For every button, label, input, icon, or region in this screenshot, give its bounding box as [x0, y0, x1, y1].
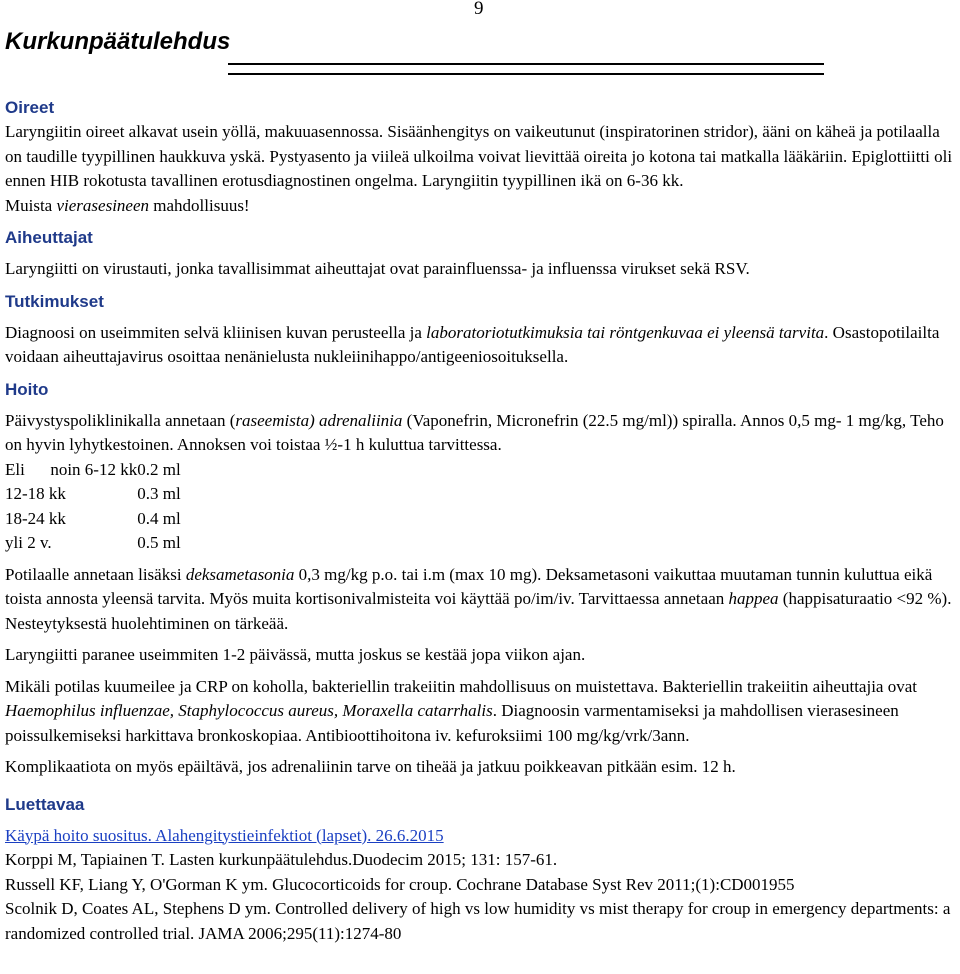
hoito-paragraph: Päivystyspoliklinikalla annetaan (raseemista) adrenaliinia (Vaponefrin, Micronefrin (22.5 mg/ml)) spiralla. Annos 0,5 mg- 1 mg/kg, Teho on hyvin lyhytkestoinen. Annoksen voi toistaa ½-1 h kuluttua tarvittessa. — [5, 410, 944, 454]
reference-link — [5, 824, 955, 849]
page-number: 9 — [474, 0, 484, 19]
dose-amount: 0.3 ml — [137, 484, 181, 503]
reference-item: Korppi M, Tapiainen T. Lasten kurkunpäätulehdus.Duodecim 2015; 131: 157-61. — [5, 850, 558, 869]
tracheitis-paragraph: Mikäli potilas kuumeilee ja CRP on koholla, bakteriellin trakeiitin mahdollisuus on muistettava. Bakteriellin trakeiitin aiheuttajia ovat Haemophilus influenzae, Staphylococcus aureus, Moraxella catarrhalis. Diagnoosin varmentamiseksi ja mahdollisen vierasesineen poissulkemiseksi harkittava bronkoskopiaa. Antibioottihoitona iv. kefuroksiimi 100 mg/kg/vrk/3ann. — [5, 676, 917, 745]
reference-item: Russell KF, Liang Y, O'Gorman K ym. Glucocorticoids for croup. Cochrane Database Syst Rev 2011;(1):CD001955 — [5, 874, 795, 894]
dose-amount: 0.2 ml — [137, 459, 181, 479]
heading-aiheuttajat: Aiheuttajat — [5, 228, 93, 247]
tutkimukset-paragraph: Diagnoosi on useimmiten selvä kliinisen kuvan perusteella ja laboratoriotutkimuksia tai röntgenkuvaa ei yleensä tarvita. Osastopotilailta voidaan aiheuttajavirus osoittaa nenänielusta nukleiinihappo/antigeeniosoituksella. — [5, 322, 940, 366]
recovery-paragraph: Laryngiitti paranee useimmiten 1-2 päivässä, mutta joskus se kestää jopa viikon ajan. — [5, 645, 586, 664]
dose-amount: 0.4 ml — [137, 508, 181, 528]
dose-row — [5, 507, 181, 532]
aiheuttajat-paragraph: Laryngiitti on virustauti, jonka tavallisimmat aiheuttajat ovat parainfluenssa- ja influenssa virukset sekä RSV. — [5, 259, 750, 278]
dose-row — [5, 531, 181, 556]
dose-amount: 0.5 ml — [137, 533, 181, 552]
heading-hoito: Hoito — [5, 379, 49, 399]
complications-paragraph: Komplikaatiota on myös epäiltävä, jos adrenaliinin tarve on tiheää ja jatkuu poikkeavan pitkään esim. 12 h. — [5, 757, 736, 776]
dose-age: yli 2 v. — [5, 533, 52, 552]
heading-oireet: Oireet — [5, 98, 55, 117]
title-rule-lower — [228, 73, 824, 75]
document-title: Kurkunpäätulehdus — [5, 28, 231, 55]
kaypa-hoito-link[interactable]: Käypä hoito suositus. Alahengitystieinfektiot (lapset). 26.6.2015 — [5, 825, 444, 845]
oireet-note: Muista vierasesineen mahdollisuus! — [5, 195, 250, 215]
dose-age: Eli noin 6-12 kk — [5, 459, 138, 479]
dose-age: 12-18 kk — [5, 484, 66, 503]
oireet-paragraph: Laryngiitin oireet alkavat usein yöllä, makuuasennossa. Sisäänhengitys on vaikeutunut (inspiratorinen stridor), ääni on käheä ja potilaalla on taudille tyypillinen haukkuva yskä. Pystyasento ja viileä ulkoilma voivat lievittää oireita jo kotona tai matkalla lääkäriin. Epiglottiitti oli ennen HIB rokotusta tavallinen erotusdiagnostinen ongelma. Laryngiitin tyypillinen ikä on 6-36 kk. — [5, 122, 953, 190]
dose-row — [5, 458, 181, 483]
foreign-body-term: vierasesineen — [56, 195, 150, 215]
dexamethasone-paragraph: Potilaalle annetaan lisäksi deksametasonia 0,3 mg/kg p.o. tai i.m (max 10 mg). Deksametasoni vaikuttaa muutaman tunnin kuluttua eikä toista annosta yleensä tarvita. Myös muita kortisonivalmisteita voi käyttää po/im/iv. Tarvittaessa annetaan happea (happisaturaatio <92 %). Nesteytyksestä huolehtiminen on tärkeää. — [5, 564, 952, 633]
title-rule-upper — [228, 63, 824, 65]
document-body — [5, 95, 955, 946]
dose-age: 18-24 kk — [5, 508, 66, 528]
reference-item: Scolnik D, Coates AL, Stephens D ym. Controlled delivery of high vs low humidity vs mist therapy for croup in emergency departments: a randomized controlled trial. JAMA 2006;295(11):1274-80 — [5, 899, 951, 943]
heading-luettavaa: Luettavaa — [5, 794, 85, 814]
dose-row — [5, 482, 181, 507]
heading-tutkimukset: Tutkimukset — [5, 291, 104, 311]
dose-table — [5, 458, 181, 556]
